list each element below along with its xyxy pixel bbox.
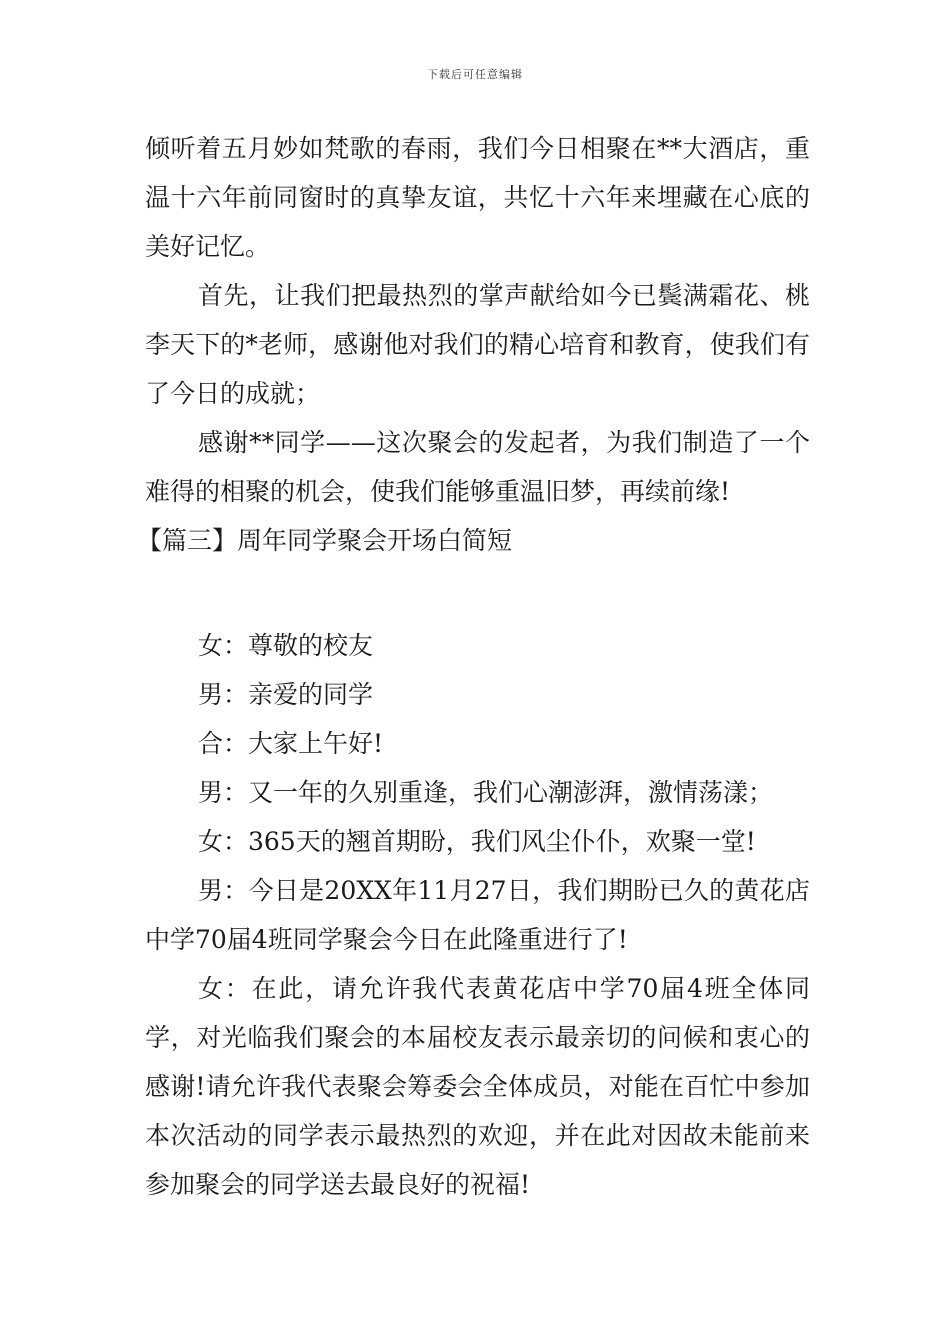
dialogue-line: 女：365天的翘首期盼，我们风尘仆仆，欢聚一堂! [198, 827, 756, 856]
dialogue-line: 男：又一年的久别重逢，我们心潮澎湃，激情荡漾； [198, 778, 774, 807]
section-spacer [145, 565, 810, 621]
paragraph-thanks-teacher: 首先，让我们把最热烈的掌声献给如今已鬓满霜花、桃李天下的*老师，感谢他对我们的精心培育和教育，使我们有了今日的成就； [145, 281, 810, 408]
section-heading: 【篇三】周年同学聚会开场白简短 [137, 526, 513, 555]
paragraph-date-announcement: 男：今日是20XX年11月27日，我们期盼已久的黄花店中学70届4班同学聚会今日在此隆重进行了! [145, 876, 810, 954]
paragraph-opening: 倾听着五月妙如梵歌的春雨，我们今日相聚在**大酒店，重温十六年前同窗时的真挚友谊，共忆十六年来埋藏在心底的美好记忆。 [145, 134, 810, 261]
paragraph-welcome: 女：在此，请允许我代表黄花店中学70届4班全体同学，对光临我们聚会的本届校友表示最亲切的问候和衷心的感谢!请允许我代表聚会筹委会全体成员，对能在百忙中参加本次活动的同学表示最热烈的欢迎，并在此对因故未能前来参加聚会的同学送去最良好的祝福! [145, 974, 810, 1199]
dialogue-line: 合：大家上午好! [198, 729, 384, 758]
document-body [137, 124, 810, 1209]
dialogue-line: 男：亲爱的同学 [198, 680, 374, 709]
dialogue-line: 女：尊敬的校友 [198, 631, 374, 660]
page-header-note: 下载后可任意编辑 [427, 68, 523, 81]
paragraph-thanks-organizer: 感谢**同学——这次聚会的发起者，为我们制造了一个难得的相聚的机会，使我们能够重温旧梦，再续前缘! [145, 428, 810, 506]
